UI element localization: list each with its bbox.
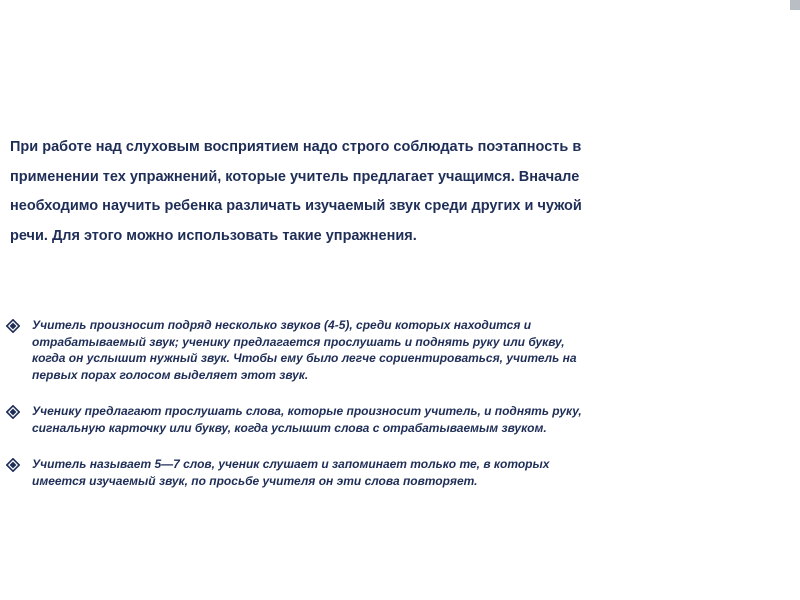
intro-line: При работе над слуховым восприятием надо строго соблюдать поэтапность в <box>10 139 582 155</box>
exercise-line: Учитель называет 5—7 слов, ученик слушает и запоминает только те, в которых <box>32 457 550 471</box>
exercise-text <box>32 456 549 489</box>
exercise-line: когда он услышит нужный звук. Чтобы ему было легче сориентироваться, учитель на <box>32 351 577 365</box>
diamond-bullet-icon <box>6 458 20 472</box>
exercise-item <box>6 317 766 383</box>
intro-line: речи. Для этого можно использовать такие упражнения. <box>10 227 417 244</box>
exercise-line: имеется изучаемый звук, по просьбе учителя он эти слова повторяет. <box>32 473 478 488</box>
exercise-item <box>6 403 766 436</box>
diamond-bullet-icon <box>6 319 20 333</box>
exercise-line: Ученику предлагают прослушать слова, которые произносит учитель, и поднять руку, <box>32 404 582 418</box>
exercise-item <box>6 456 766 489</box>
corner-decoration <box>790 0 800 10</box>
intro-line: необходимо научить ребенка различать изучаемый звук среди других и чужой <box>10 198 582 214</box>
exercise-line: сигнальную карточку или букву, когда услышит слова с отрабатываемым звуком. <box>32 420 547 435</box>
exercise-text <box>32 317 577 383</box>
diamond-bullet-icon <box>6 405 20 419</box>
exercise-text <box>32 403 582 436</box>
intro-paragraph <box>10 133 730 251</box>
exercise-line: первых порах голосом выделяет этот звук. <box>32 367 309 382</box>
exercise-line: отрабатываемый звук; ученику предлагается прослушать и поднять руку или букву, <box>32 334 565 349</box>
intro-line: применении тех упражнений, которые учитель предлагает учащимся. Вначале <box>10 168 580 185</box>
exercise-line: Учитель произносит подряд несколько звуков (4-5), среди которых находится и <box>32 318 532 332</box>
exercise-list <box>6 317 766 509</box>
